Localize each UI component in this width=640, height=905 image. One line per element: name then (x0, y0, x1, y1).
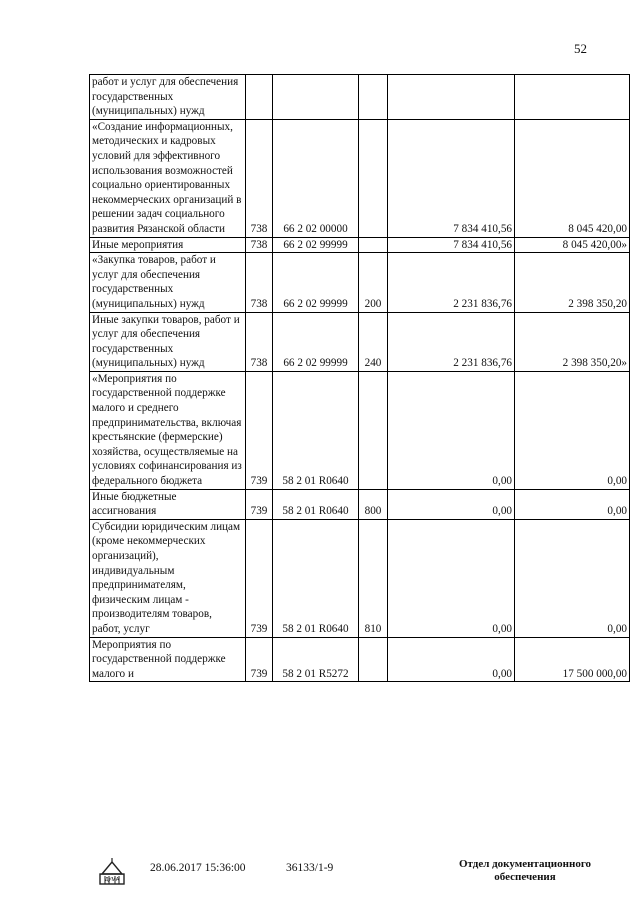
cell-sum2: 0,00 (515, 371, 630, 489)
cell-name: Мероприятия по государственной поддержке малого и (90, 637, 246, 682)
table-row (90, 519, 630, 637)
cell-sum1: 2 231 836,76 (388, 253, 515, 312)
cell-csr: 58 2 01 R5272 (273, 637, 359, 682)
table-row (90, 119, 630, 237)
cell-vr (359, 371, 388, 489)
budget-table (89, 74, 630, 682)
cell-name: «Закупка товаров, работ и услуг для обеспечения государственных (муниципальных) нужд (90, 253, 246, 312)
cell-vr (359, 119, 388, 237)
cell-vr: 200 (359, 253, 388, 312)
cell-csr (273, 75, 359, 120)
cell-grbs: 738 (246, 253, 273, 312)
cell-name: Иные мероприятия (90, 237, 246, 253)
cell-name: Субсидии юридическим лицам (кроме некоммерческих организаций), индивидуальным предпринимателям, физическим лицам - производителям товаров, работ, услуг (90, 519, 246, 637)
footer-datetime: 28.06.2017 15:36:00 (150, 862, 246, 874)
table-row (90, 312, 630, 371)
cell-grbs: 739 (246, 519, 273, 637)
cell-sum2 (515, 75, 630, 120)
cell-sum1: 0,00 (388, 371, 515, 489)
table-row (90, 637, 630, 682)
cell-grbs: 738 (246, 119, 273, 237)
table-row (90, 75, 630, 120)
cell-vr (359, 637, 388, 682)
cell-sum2: 0,00 (515, 489, 630, 519)
cell-sum1: 0,00 (388, 637, 515, 682)
cell-grbs (246, 75, 273, 120)
cell-name: Иные бюджетные ассигнования (90, 489, 246, 519)
cell-grbs: 738 (246, 237, 273, 253)
cell-name: Иные закупки товаров, работ и услуг для обеспечения государственных (муниципальных) нужд (90, 312, 246, 371)
cell-grbs: 739 (246, 371, 273, 489)
cell-csr: 66 2 02 00000 (273, 119, 359, 237)
cell-sum1: 0,00 (388, 519, 515, 637)
cell-name: работ и услуг для обеспечения государственных (муниципальных) нужд (90, 75, 246, 120)
cell-sum1: 0,00 (388, 489, 515, 519)
footer-doc-number: 36133/1-9 (286, 862, 334, 874)
cell-csr: 66 2 02 99999 (273, 312, 359, 371)
cell-vr: 800 (359, 489, 388, 519)
cell-sum2: 0,00 (515, 519, 630, 637)
table-row (90, 237, 630, 253)
cell-vr (359, 75, 388, 120)
page-number: 52 (574, 41, 587, 56)
cell-csr: 66 2 02 99999 (273, 253, 359, 312)
cell-sum2: 17 500 000,00 (515, 637, 630, 682)
cell-csr: 58 2 01 R0640 (273, 489, 359, 519)
cell-csr: 66 2 02 99999 (273, 237, 359, 253)
cell-vr (359, 237, 388, 253)
cell-name: «Мероприятия по государственной поддержке малого и среднего предпринимательства, включая крестьянские (фермерские) хозяйства, осуществляемые на условиях софинансирования из федерального бюджета (90, 371, 246, 489)
cell-sum1 (388, 75, 515, 120)
table-row (90, 253, 630, 312)
cell-grbs: 739 (246, 489, 273, 519)
cell-sum1: 7 834 410,56 (388, 119, 515, 237)
cell-grbs: 739 (246, 637, 273, 682)
cell-vr: 240 (359, 312, 388, 371)
cell-sum2: 8 045 420,00 (515, 119, 630, 237)
cell-sum1: 2 231 836,76 (388, 312, 515, 371)
cell-name: «Создание информационных, методических и кадровых условий для эффективного использования возможностей социально ориентированных некоммерческих организаций в решении задач социального развития Рязанской области (90, 119, 246, 237)
table-row (90, 489, 630, 519)
cell-csr: 58 2 01 R0640 (273, 519, 359, 637)
table-row (90, 371, 630, 489)
svg-text:ДУМА: ДУМА (104, 877, 120, 883)
cell-sum2: 8 045 420,00» (515, 237, 630, 253)
footer-department: Отдел документационного обеспечения (458, 858, 592, 883)
duma-logo-icon (97, 856, 127, 886)
cell-sum1: 7 834 410,56 (388, 237, 515, 253)
cell-csr: 58 2 01 R0640 (273, 371, 359, 489)
cell-grbs: 738 (246, 312, 273, 371)
cell-sum2: 2 398 350,20 (515, 253, 630, 312)
cell-sum2: 2 398 350,20» (515, 312, 630, 371)
cell-vr: 810 (359, 519, 388, 637)
